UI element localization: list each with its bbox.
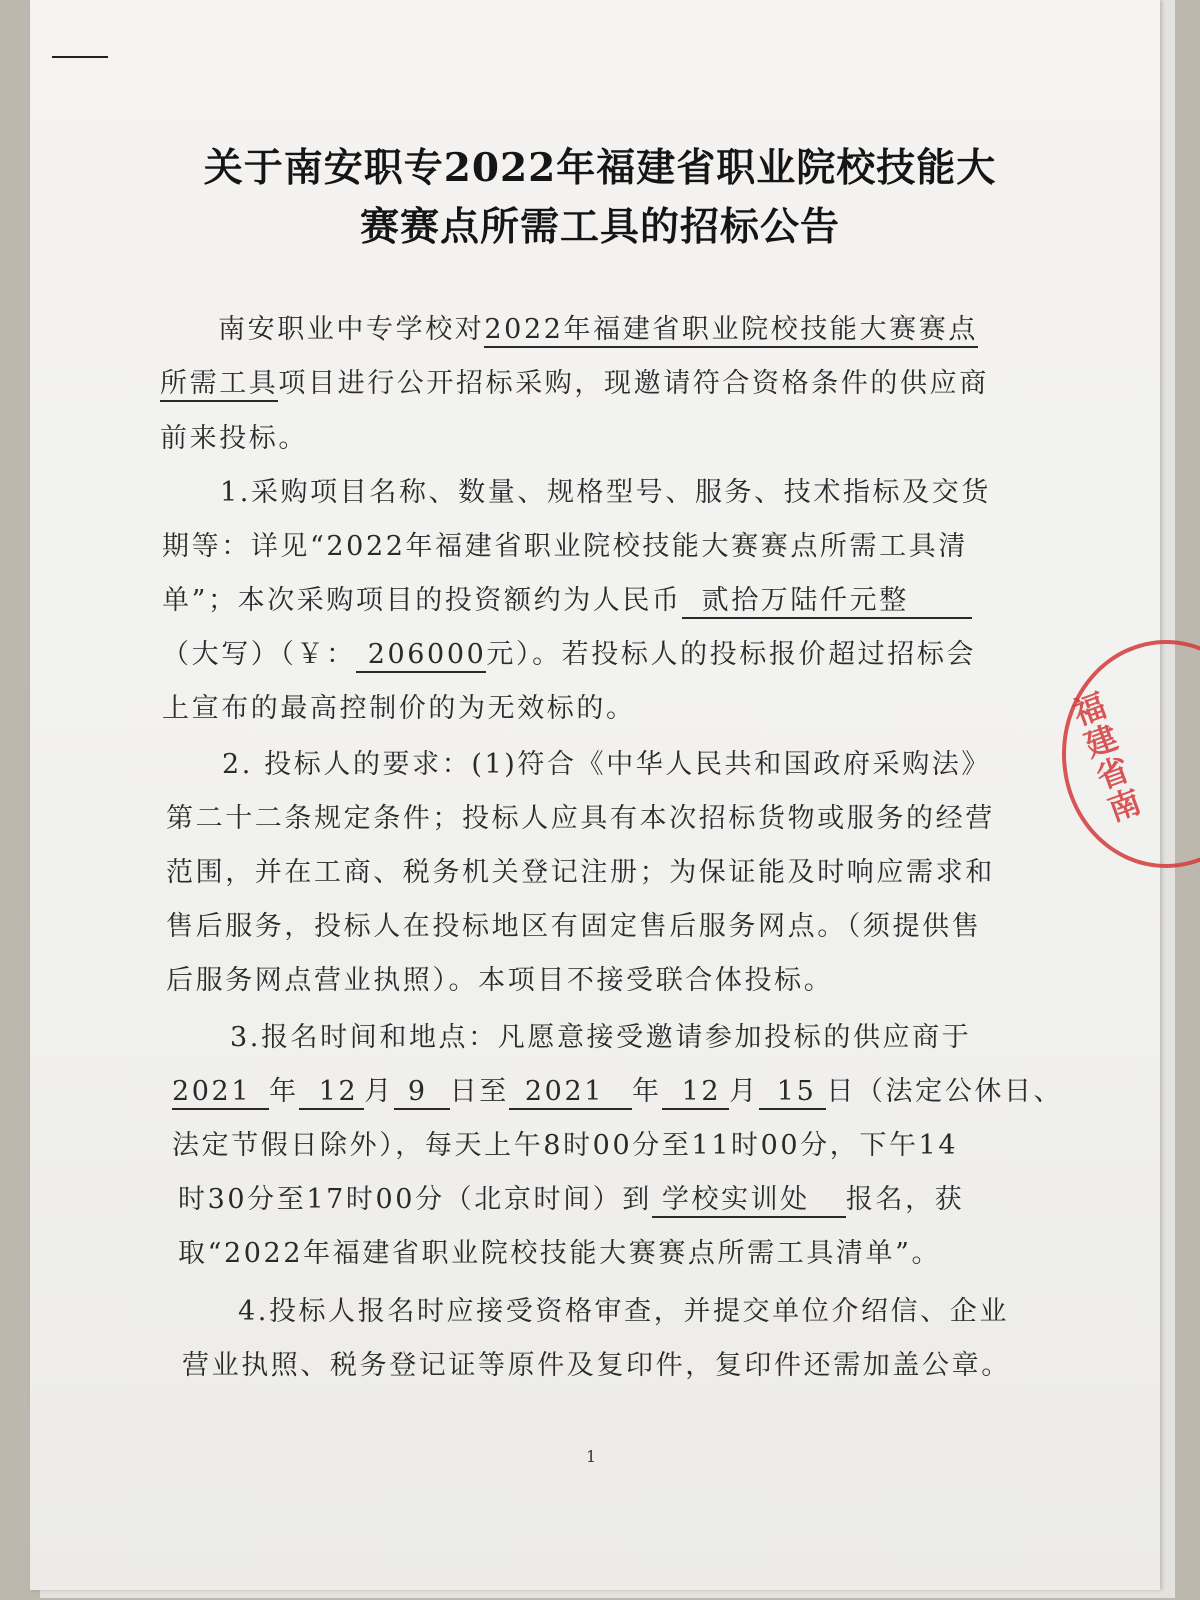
seal-text: 福建省南	[1063, 687, 1147, 829]
s2-line-5: 后服务网点营业执照）。本项目不接受联合体投标。	[166, 965, 834, 996]
s3-text: 年	[632, 1076, 662, 1107]
s3-text: 日至	[449, 1076, 509, 1107]
page-number: 1	[586, 1447, 597, 1466]
end-month: 12	[662, 1076, 730, 1110]
s3-text: 年	[269, 1076, 299, 1107]
amount-in-figures: 206000	[356, 639, 487, 673]
s4-line-2: 营业执照、税务登记证等原件及复印件，复印件还需加盖公章。	[182, 1350, 1011, 1381]
project-name-underlined-cont: 所需工具	[160, 368, 278, 402]
s1-text: 单”；本次采购项目的投资额约为人民币	[162, 585, 682, 616]
s3-line-3: 法定节假日除外），每天上午8时00分至11时00分，下午14	[172, 1130, 959, 1161]
start-day: 9	[394, 1076, 450, 1110]
start-month: 12	[299, 1076, 365, 1110]
title-line-2: 赛赛点所需工具的招标公告	[359, 204, 840, 250]
s3-line-4	[178, 1183, 964, 1218]
s1-line-5: 上宣布的最高控制价的为无效标的。	[162, 693, 636, 724]
top-dash-mark	[52, 56, 108, 58]
intro-line-3: 前来投标。	[160, 423, 308, 454]
s3-line-5: 取“2022年福建省职业院校技能大赛赛点所需工具清单”。	[178, 1238, 942, 1269]
s1-text: 元）。若投标人的投标报价超过招标会	[486, 639, 977, 670]
s1-line-4	[162, 638, 976, 673]
s4-line-1: 4.投标人报名时应接受资格审查，并提交单位介绍信、企业	[238, 1296, 1009, 1327]
project-name-underlined: 2022年福建省职业院校技能大赛赛点	[484, 314, 978, 348]
amount-in-words: 贰拾万陆仟元整	[682, 585, 972, 619]
s3-text: 月	[364, 1076, 394, 1107]
s1-text: （大写）（￥：	[162, 639, 356, 670]
intro-text: 项目进行公开招标采购，现邀请符合资格条件的供应商	[278, 368, 989, 399]
s3-text: 时30分至17时00分（北京时间）到	[178, 1184, 652, 1215]
s3-line-1: 3.报名时间和地点：凡愿意接受邀请参加投标的供应商于	[230, 1022, 972, 1053]
s2-line-4: 售后服务，投标人在投标地区有固定售后服务网点。（须提供售	[166, 911, 982, 942]
s3-text: 月	[729, 1076, 759, 1107]
s3-line-2-dates	[172, 1075, 1063, 1110]
intro-line-1	[218, 313, 978, 348]
end-year: 2021	[509, 1076, 632, 1110]
s3-text: 报名，获	[845, 1184, 965, 1215]
intro-text: 南安职业中专学校对	[218, 314, 485, 345]
registration-location: 学校实训处	[652, 1184, 846, 1218]
s1-line-2: 期等：详见“2022年福建省职业院校技能大赛赛点所需工具清	[162, 531, 968, 562]
end-day: 15	[759, 1076, 827, 1110]
s1-line-3	[162, 584, 972, 619]
start-year: 2021	[172, 1076, 269, 1110]
s2-line-2: 第二十二条规定条件；投标人应具有本次招标货物或服务的经营	[166, 803, 995, 834]
s2-line-3: 范围，并在工商、税务机关登记注册；为保证能及时响应需求和	[166, 857, 995, 888]
s2-line-1: 2. 投标人的要求：(1)符合《中华人民共和国政府采购法》	[222, 749, 991, 780]
s1-line-1: 1.采购项目名称、数量、规格型号、服务、技术指标及交货	[220, 477, 991, 508]
intro-line-2	[160, 367, 989, 402]
s3-text: 日（法定公休日、	[826, 1076, 1064, 1107]
title-line-1: 关于南安职专2022年福建省职业院校技能大	[203, 145, 997, 191]
